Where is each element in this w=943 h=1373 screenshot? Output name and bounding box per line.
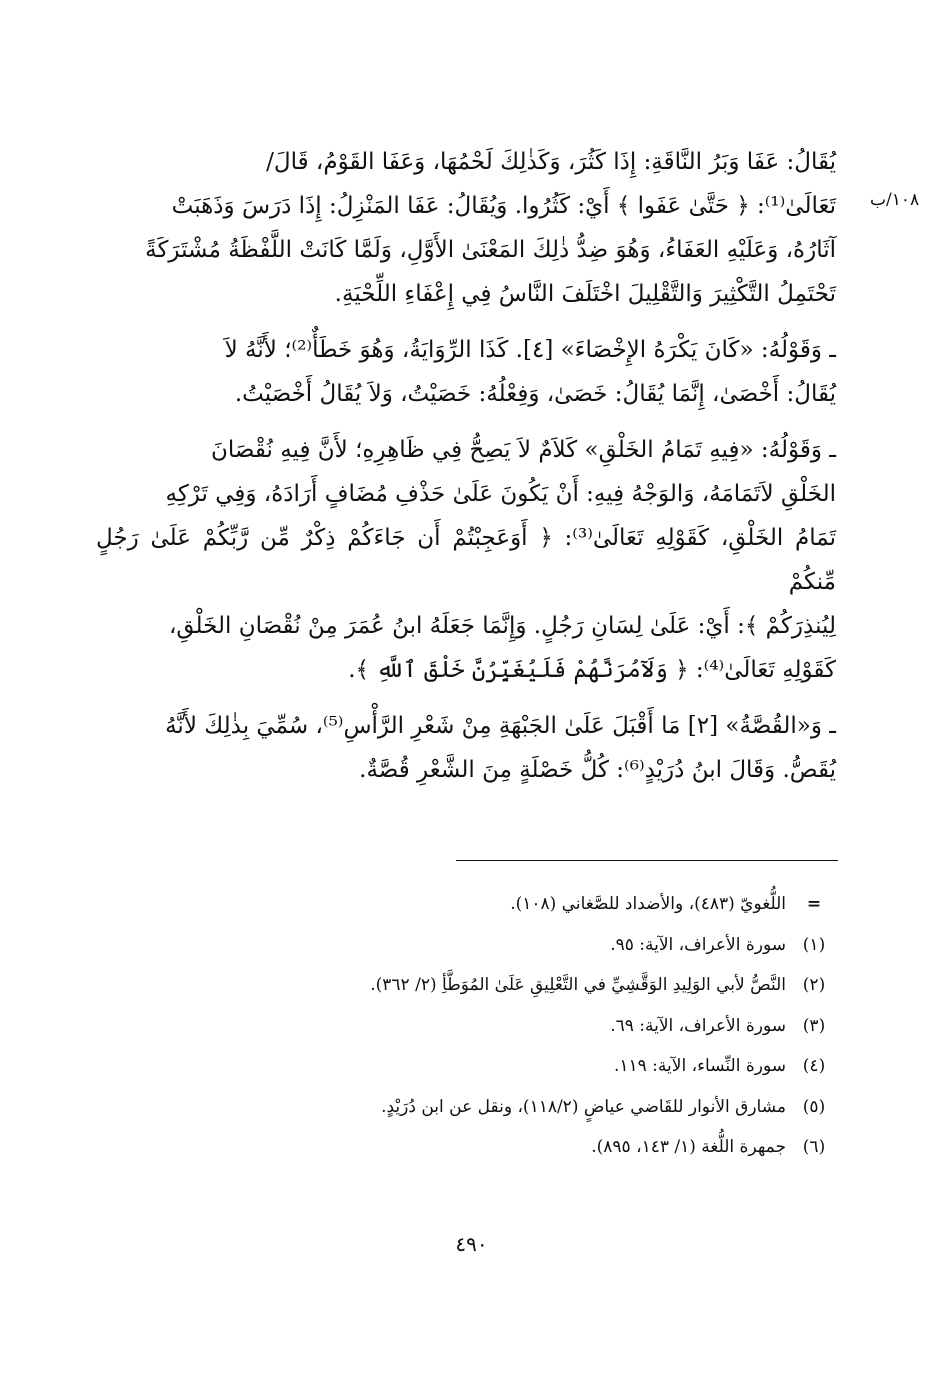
footnote-number: = — [806, 894, 822, 914]
footnote-number: (٢) — [802, 975, 826, 995]
text-line: الخَلْقِ لاَتَمَامَهُ، وَالوَجْهُ فِيهِ: أَنْ يَكُونَ عَلَىٰ حَذْفِ مُضَافٍ أَرَادَهُ، وَفِي تَرْكِهِ — [165, 481, 836, 507]
main-text — [96, 140, 836, 804]
footnote-number: (١) — [802, 934, 826, 955]
footnote-text: اللُّغويّ (٤٨٣)، والأضداد للصَّغاني (١٠٨). — [510, 894, 786, 914]
footnote-number: (٤) — [802, 1056, 826, 1076]
footnote-number: (٣) — [802, 1015, 826, 1036]
footnote-number: (٥) — [802, 1096, 826, 1117]
footnotes — [96, 884, 836, 1168]
text-line: ـ وَ«القُصَّةُ» [٢] مَا أَقْبَلَ عَلَىٰ الجَبْهَةِ مِنْ شَعْرِ الرَّأْسِ⁽⁵⁾، سُمِّيَ بِذٰلِكَ لأَنَّهُ — [165, 713, 836, 739]
footnote-text: سورة النِّساء، الآية: ١١٩. — [613, 1056, 786, 1076]
text-line: يُقَالُ: أَخْصَىٰ، إِنَّمَا يُقَالُ: خَصَىٰ، وَفِعْلُهُ: خَصَيْتُ، وَلاَ يُقَالُ أَخْصَيْتُ. — [234, 381, 836, 407]
paragraph-tamam-al-khalq — [96, 428, 836, 692]
footnote-text: النَّصُّ لأبي الوَلِيدِ الوَقَّشِيِّ في التَّعْلِيقِ عَلَىٰ المُوَطَّأِ (٢/ ٣٦٢). — [370, 975, 786, 995]
footnote-4 — [96, 1046, 836, 1087]
text-line: لِيُنذِرَكُمْ ﴾: أَيْ: عَلَىٰ لِسَانِ رَجُلٍ. وَإِنَّمَا جَعَلَهُ ابنُ عُمَرَ مِنْ نُقْصَانِ الخَلْقِ، — [168, 613, 836, 639]
text-line: يُقَصُّ. وَقَالَ ابنُ دُرَيْدٍ⁽⁶⁾: كُلُّ خَصْلَةٍ مِنَ الشَّعْرِ قُصَّةٌ. — [359, 757, 836, 783]
text-line: آثَارُهُ، وَعَلَيْهِ العَفَاءُ، وَهُوَ ضِدُّ ذٰلِكَ المَعْنَىٰ الأَوَّلِ، وَلَمَّا كَانَتْ اللَّفْظَةُ مُشْتَرَكَةً — [145, 237, 836, 263]
footnote-text: جمهرة اللُّغة (١/ ١٤٣، ٨٩٥). — [591, 1137, 786, 1157]
paragraph-afa — [96, 140, 836, 316]
text-line: تَعَالَىٰ⁽¹⁾: ﴿ حَتَّىٰ عَفَوا ﴾ أَيْ: كَثُرُوا. وَيُقَالُ: عَفَا المَنْزِلُ: إِذَا دَرَسَ وَذَهَبَتْ — [171, 193, 836, 219]
paragraph-ikhsa — [96, 328, 836, 416]
page-number: ٤٩٠ — [455, 1232, 488, 1256]
footnote-6 — [96, 1127, 836, 1168]
footnote-text: سورة الأعراف، الآية: ٦٩. — [610, 1015, 786, 1036]
footnote-3 — [96, 1006, 836, 1047]
footnote-continuation — [96, 884, 836, 925]
footnote-number: (٦) — [802, 1137, 826, 1157]
text-line: كَقَوْلِهِ تَعَالَىٰ⁽⁴⁾: ﴿ وَلَآمُرَنَّهُمْ فَلَيُغَيِّرُنَّ خَلْقَ ٱللَّهِ ﴾. — [348, 657, 836, 683]
footnote-text: سورة الأعراف، الآية: ٩٥. — [610, 934, 786, 955]
text-line: ـ وَقَوْلُهُ: «كَانَ يَكْرَهُ الإِخْصَاءَ» [٤]. كَذَا الرِّوَايَةُ، وَهُوَ خَطَأٌ⁽²⁾؛ لأَنَّهُ لاَ — [224, 337, 836, 363]
text-line: ـ وَقَوْلُهُ: «فِيهِ تَمَامُ الخَلْقِ» كَلاَمٌ لاَ يَصِحُّ فِي ظَاهِرِهِ؛ لأَنَّ فِيهِ نُقْصَانَ — [211, 437, 836, 463]
paragraph-qussa — [96, 704, 836, 792]
footnote-text: مشارق الأنوار للقَاضي عياضٍ (١١٨/٢)، ونقل عن ابن دُرَيْدٍ. — [381, 1096, 786, 1117]
footnote-5 — [96, 1087, 836, 1128]
footnote-1 — [96, 925, 836, 966]
manuscript-folio-reference: ١٠٨/ب — [870, 190, 920, 210]
footnote-2 — [96, 965, 836, 1006]
text-line: يُقَالُ: عَفَا وَبَرُ النَّاقَةِ: إِذَا كَثُرَ، وَكَذٰلِكَ لَحْمُهَا، وَعَفَا القَوْمُ، قَالَ/ — [266, 149, 836, 175]
footnote-separator — [456, 860, 838, 861]
text-line: تَمَامُ الخَلْقِ، كَقَوْلِهِ تَعَالَىٰ⁽³⁾: ﴿ أَوَعَجِبْتُمْ أَن جَاءَكُمْ ذِكْرٌ مِّن رَّبِّكُمْ عَلَىٰ رَجُلٍ مِّنكُمْ — [96, 525, 836, 595]
text-line: تَحْتَمِلُ التَّكْثِيرَ وَالتَّقْلِيلَ اخْتَلَفَ النَّاسُ فِي إِعْفَاءِ اللِّحْيَةِ. — [334, 281, 836, 307]
